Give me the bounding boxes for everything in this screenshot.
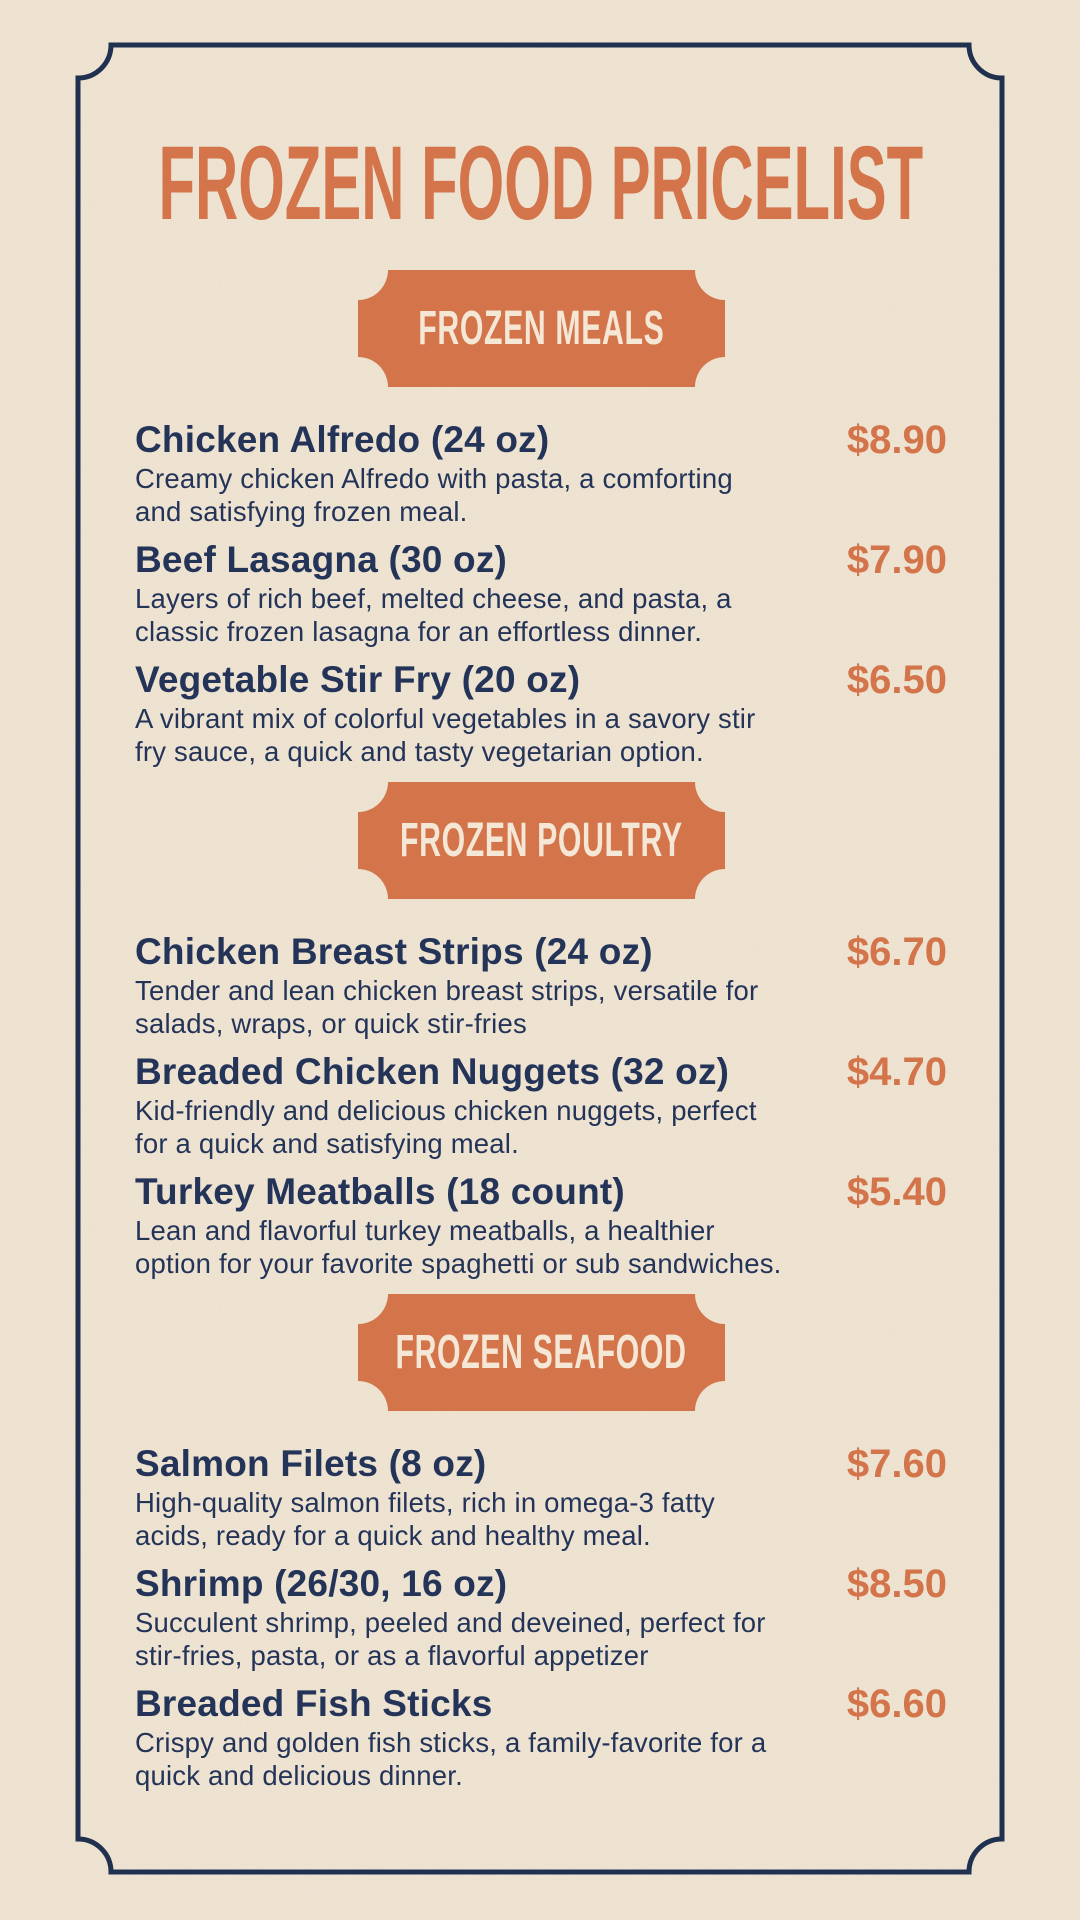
item-name: Breaded Fish Sticks xyxy=(135,1683,493,1724)
page-title-text: FROZEN FOOD PRICELIST xyxy=(158,125,924,242)
menu-section xyxy=(135,270,947,768)
item-description xyxy=(135,1726,947,1792)
section-badge-label: FROZEN SEAFOOD xyxy=(395,1325,687,1379)
menu-item xyxy=(135,538,947,648)
item-name: Turkey Meatballs (18 count) xyxy=(135,1171,625,1212)
item-price: $6.50 xyxy=(846,658,947,702)
item-description xyxy=(135,702,947,768)
item-name: Chicken Breast Strips (24 oz) xyxy=(135,931,653,972)
menu-item-header xyxy=(135,658,947,702)
section-badge xyxy=(358,1294,725,1411)
menu-item xyxy=(135,1562,947,1672)
menu-item-header xyxy=(135,538,947,582)
item-description xyxy=(135,462,947,528)
menu-item-header xyxy=(135,1170,947,1214)
item-description-line: A vibrant mix of colorful vegetables in a savory stir xyxy=(135,703,756,734)
menu-item-header xyxy=(135,1562,947,1606)
item-description-line: Kid-friendly and delicious chicken nuggets, perfect xyxy=(135,1095,757,1126)
item-description-line: quick and delicious dinner. xyxy=(135,1760,463,1791)
menu-item-header xyxy=(135,1442,947,1486)
section-badge xyxy=(358,270,725,387)
item-description-line: stir-fries, pasta, or as a flavorful appetizer xyxy=(135,1640,649,1671)
item-description xyxy=(135,1486,947,1552)
item-description-line: High-quality salmon filets, rich in omega-3 fatty xyxy=(135,1487,715,1518)
menu-item xyxy=(135,1682,947,1792)
menu-item-header xyxy=(135,1682,947,1726)
menu-section xyxy=(135,1294,947,1792)
item-description-line: acids, ready for a quick and healthy meal. xyxy=(135,1520,651,1551)
page-title xyxy=(135,125,947,242)
item-description-line: Tender and lean chicken breast strips, versatile for xyxy=(135,975,759,1006)
menu-item xyxy=(135,1050,947,1160)
item-description-line: option for your favorite spaghetti or sub sandwiches. xyxy=(135,1248,782,1279)
menu-item-header xyxy=(135,1050,947,1094)
section-items xyxy=(135,418,947,768)
item-price: $8.50 xyxy=(846,1562,947,1606)
menu-item xyxy=(135,930,947,1040)
item-description-line: classic frozen lasagna for an effortless dinner. xyxy=(135,616,703,647)
menu-item-header xyxy=(135,930,947,974)
menu-content xyxy=(135,0,947,1802)
item-description-line: fry sauce, a quick and tasty vegetarian option. xyxy=(135,736,704,767)
menu-sections xyxy=(135,270,947,1792)
item-description-line: Crispy and golden fish sticks, a family-favorite for a xyxy=(135,1727,767,1758)
item-price: $6.60 xyxy=(846,1682,947,1726)
item-price: $4.70 xyxy=(846,1050,947,1094)
item-name: Breaded Chicken Nuggets (32 oz) xyxy=(135,1051,730,1092)
item-description-line: Succulent shrimp, peeled and deveined, perfect for xyxy=(135,1607,766,1638)
item-description xyxy=(135,1094,947,1160)
item-name: Chicken Alfredo (24 oz) xyxy=(135,419,550,460)
item-price: $7.90 xyxy=(846,538,947,582)
menu-section xyxy=(135,782,947,1280)
menu-item xyxy=(135,1170,947,1280)
item-price: $6.70 xyxy=(846,930,947,974)
item-description xyxy=(135,1214,947,1280)
section-badge-label: FROZEN POULTRY xyxy=(399,813,683,867)
item-price: $5.40 xyxy=(846,1170,947,1214)
menu-item xyxy=(135,1442,947,1552)
section-items xyxy=(135,930,947,1280)
item-description-line: for a quick and satisfying meal. xyxy=(135,1128,519,1159)
section-badge-label: FROZEN MEALS xyxy=(417,301,665,355)
item-description-line: and satisfying frozen meal. xyxy=(135,496,468,527)
menu-item xyxy=(135,658,947,768)
menu-item-header xyxy=(135,418,947,462)
item-description-line: Lean and flavorful turkey meatballs, a healthier xyxy=(135,1215,715,1246)
item-description-line: salads, wraps, or quick stir-fries xyxy=(135,1008,527,1039)
item-description-line: Creamy chicken Alfredo with pasta, a comforting xyxy=(135,463,733,494)
menu-item xyxy=(135,418,947,528)
item-description xyxy=(135,1606,947,1672)
item-name: Salmon Filets (8 oz) xyxy=(135,1443,487,1484)
item-name: Beef Lasagna (30 oz) xyxy=(135,539,508,580)
item-description xyxy=(135,974,947,1040)
item-description-line: Layers of rich beef, melted cheese, and pasta, a xyxy=(135,583,732,614)
item-name: Shrimp (26/30, 16 oz) xyxy=(135,1563,508,1604)
item-price: $8.90 xyxy=(846,418,947,462)
item-description xyxy=(135,582,947,648)
section-badge xyxy=(358,782,725,899)
item-name: Vegetable Stir Fry (20 oz) xyxy=(135,659,581,700)
section-items xyxy=(135,1442,947,1792)
item-price: $7.60 xyxy=(846,1442,947,1486)
